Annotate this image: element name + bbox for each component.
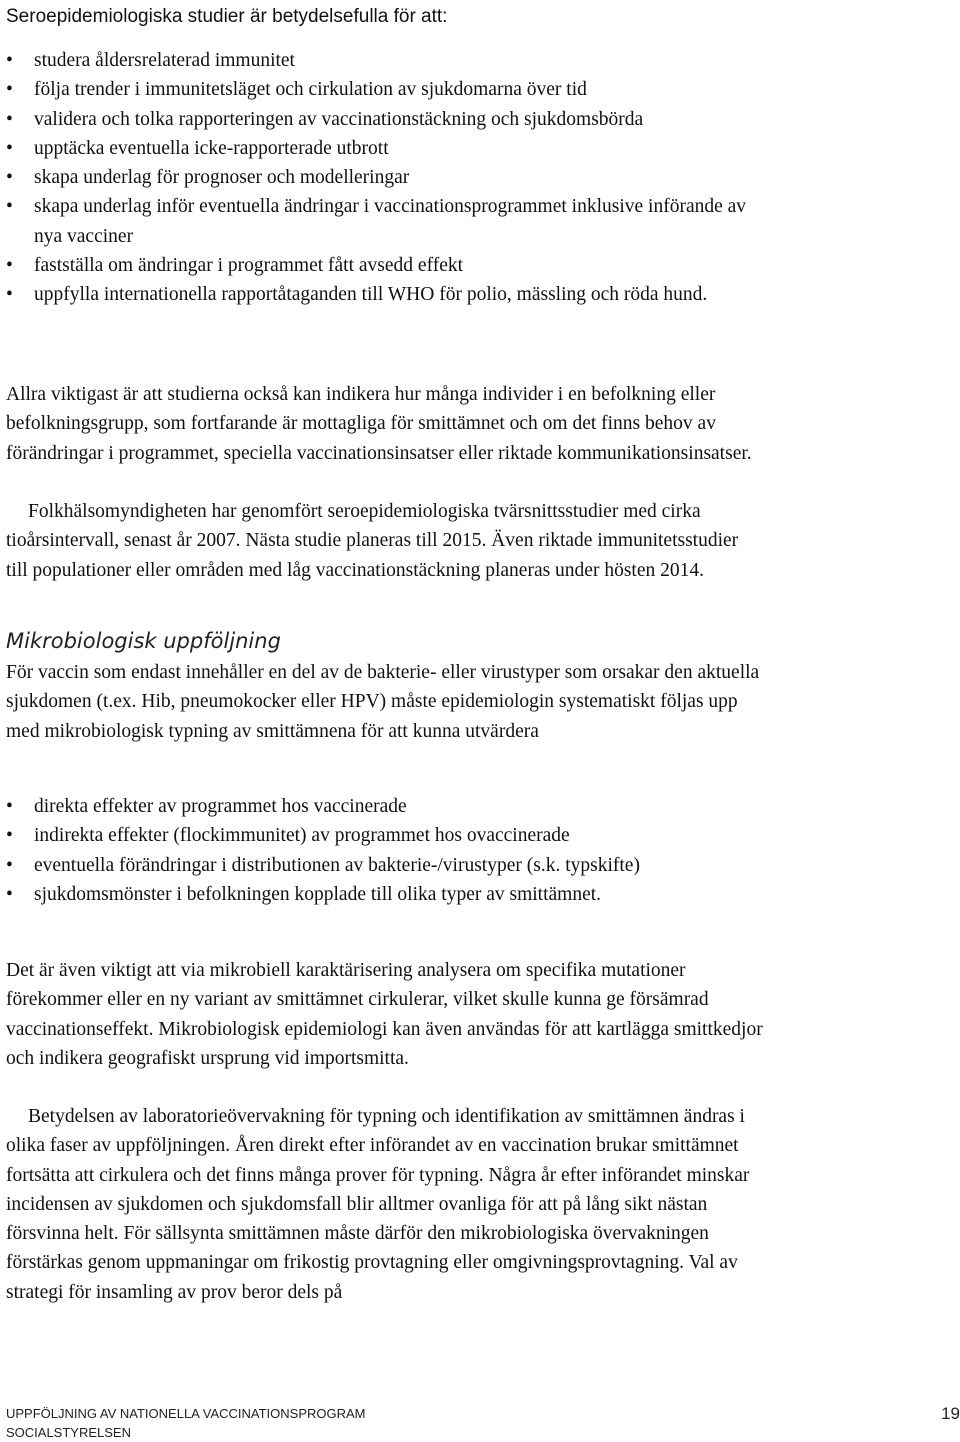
page-number: 19	[941, 1404, 960, 1423]
list-item: • följa trender i immunitetsläget och cirkulation av sjukdomarna över tid	[0, 75, 760, 104]
bullet-icon: •	[6, 108, 13, 130]
bullet-icon: •	[6, 79, 13, 101]
list-item: • direkta effekter av programmet hos vaccinerade	[0, 792, 760, 821]
list-item: • upptäcka eventuella icke-rapporterade utbrott	[0, 134, 760, 163]
bullet-icon: •	[6, 167, 13, 189]
bullet-icon: •	[6, 883, 13, 905]
page-footer	[6, 1404, 960, 1442]
paragraph: Det är även viktigt att via mikrobiell karaktärisering analysera om specifika mutationer förekommer eller en ny variant av smittämnet cirkulerar, vilket skulle kunna ge försämrad vaccinationseffekt. Mikrobiologisk epidemiologi kan även användas för att kartlägga smittkedjor och indikera geografiskt ursprung vid importsmitta.	[6, 960, 763, 1069]
bullet-icon: •	[6, 196, 13, 218]
list-item: • validera och tolka rapporteringen av vaccinationstäckning och sjukdomsbörda	[0, 105, 760, 134]
paragraph: För vaccin som endast innehåller en del av de bakterie- eller virustyper som orsakar den aktuella sjukdomen (t.ex. Hib, pneumokocker eller HPV) måste epidemiologin systematiskt följas upp med mikrobiologisk typning av smittämnena för att kunna utvärdera	[6, 662, 760, 742]
intro-text: Seroepidemiologiska studier är betydelsefulla för att:	[6, 6, 448, 27]
paragraph: Folkhälsomyndigheten har genomfört seroepidemiologiska tvärsnittsstudier med cirka tioårsintervall, senast år 2007. Nästa studie planeras till 2015. Även riktade immunitetsstudier till populationer eller områden med låg vaccinationstäckning planeras under hösten 2014.	[6, 501, 739, 581]
footer-title: UPPFÖLJNING AV NATIONELLA VACCINATIONSPROGRAM	[6, 1406, 366, 1421]
bullet-icon: •	[6, 854, 13, 876]
paragraph: Betydelsen av laboratorieövervakning för typning och identifikation av smittämnen ändras i olika faser av uppföljningen. Åren direkt efter införandet av en vaccination brukar smittämnet fortsätta att cirkulera och det finns många prover för typning. Några år efter införandet minskar incidensen av sjukdomen och sjukdomsfall blir alltmer ovanliga för att på lång sikt nästan försvinna helt. För sällsynta smittämnen måste därför den mikrobiologiska övervakningen förstärkas genom uppmaningar om frikostig provtagning eller omgivningsprovtagning. Val av strategi för insamling av prov beror dels på	[6, 1106, 750, 1303]
list-item: • skapa underlag inför eventuella ändringar i vaccinationsprogrammet inklusive införande av nya vacciner	[0, 192, 760, 251]
list-item: • indirekta effekter (flockimmunitet) av programmet hos ovaccinerade	[0, 821, 760, 850]
bullet-icon: •	[6, 255, 13, 277]
list-item: • uppfylla internationella rapportåtaganden till WHO för polio, mässling och röda hund.	[0, 280, 760, 309]
section-heading: Mikrobiologisk uppföljning	[6, 629, 281, 653]
paragraph: Allra viktigast är att studierna också kan indikera hur många individer i en befolkning eller befolkningsgrupp, som fortfarande är mottagliga för smittämnet och om det finns behov av förändringar i programmet, speciella vaccinationsinsatser eller riktade kommunikationsinsatser.	[6, 384, 752, 464]
purpose-list	[0, 46, 760, 310]
effects-list	[0, 792, 760, 909]
list-item: • studera åldersrelaterad immunitet	[0, 46, 760, 75]
bullet-icon: •	[6, 50, 13, 71]
list-item: • sjukdomsmönster i befolkningen kopplade till olika typer av smittämnet.	[0, 880, 760, 909]
footer-organization: SOCIALSTYRELSEN	[6, 1425, 131, 1440]
list-item: • fastställa om ändringar i programmet fått avsedd effekt	[0, 251, 760, 280]
bullet-icon: •	[6, 825, 13, 847]
bullet-icon: •	[6, 796, 13, 817]
list-item: • eventuella förändringar i distributionen av bakterie-/virustyper (s.k. typskifte)	[0, 851, 760, 880]
bullet-icon: •	[6, 137, 13, 159]
bullet-icon: •	[6, 284, 13, 306]
list-item: • skapa underlag för prognoser och modelleringar	[0, 163, 760, 192]
